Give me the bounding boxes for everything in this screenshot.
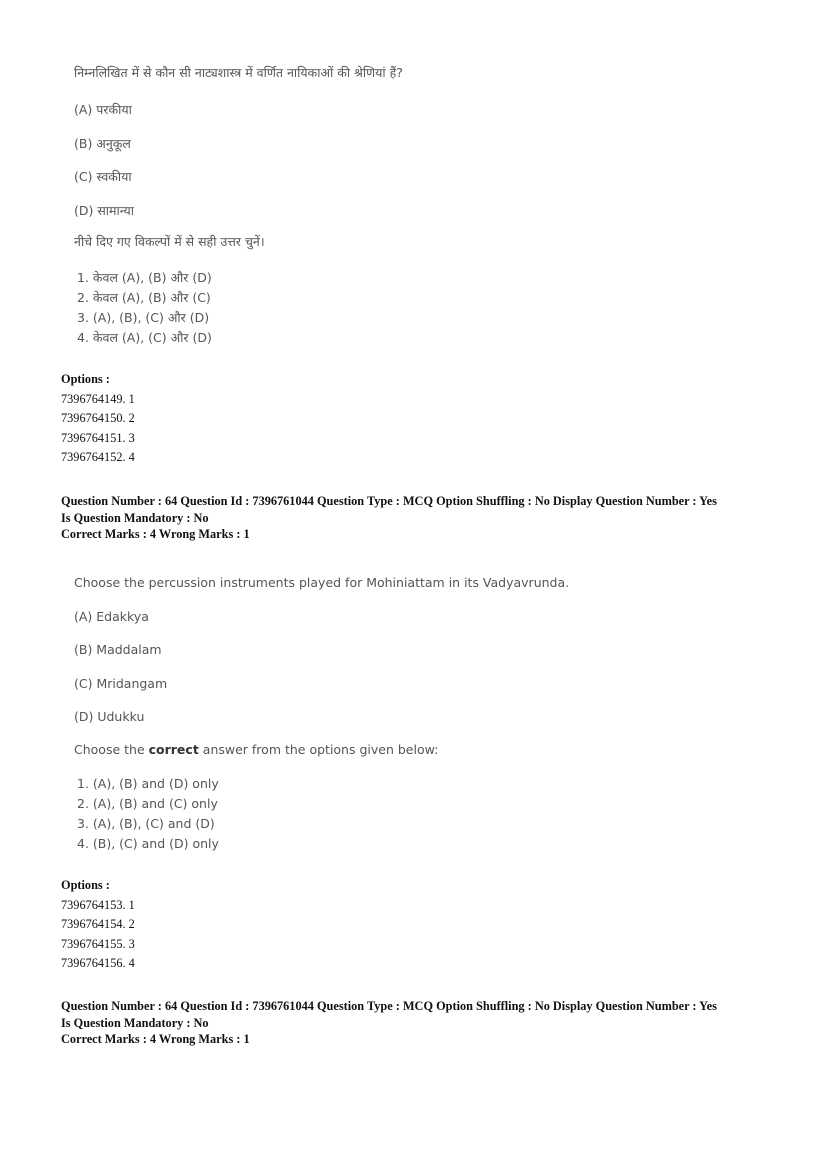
instruction-text: Choose the [74, 742, 149, 757]
option-item: 7396764152. 4 [61, 450, 135, 464]
question-1-stem: निम्नलिखित में से कौन सी नाट्यशास्त्र में वर्णित नायिकाओं की श्रेणियां हैं? [74, 65, 403, 80]
question-2-item-b: (B) Maddalam [74, 642, 162, 657]
instruction-text: answer from the options given below: [198, 742, 439, 757]
question-1-item-d: (D) सामान्या [74, 203, 134, 218]
option-item: 7396764150. 2 [61, 411, 135, 425]
question-meta-line: Is Question Mandatory : No [61, 1015, 209, 1030]
question-1-item-a: (A) परकीया [74, 102, 132, 117]
question-2-choice-3: 3. (A), (B), (C) and (D) [77, 816, 215, 831]
question-2-stem: Choose the percussion instruments played for Mohiniattam in its Vadyavrunda. [74, 575, 570, 590]
question-meta-line: Is Question Mandatory : No [61, 510, 209, 525]
question-1-choice-3: 3. (A), (B), (C) और (D) [77, 310, 210, 325]
instruction-emphasis: correct [148, 742, 199, 757]
question-2-instruction [74, 742, 438, 757]
option-item: 7396764155. 3 [61, 936, 135, 951]
options-block-1 [61, 370, 135, 468]
option-item: 7396764149. 1 [61, 391, 135, 406]
question-meta-line: Correct Marks : 4 Wrong Marks : 1 [61, 1032, 250, 1046]
question-1-item-c: (C) स्वकीया [74, 169, 132, 184]
question-meta-1 [61, 493, 775, 543]
options-block-2 [61, 876, 135, 974]
question-meta-line: Correct Marks : 4 Wrong Marks : 1 [61, 527, 250, 541]
question-2-item-c: (C) Mridangam [74, 676, 168, 691]
question-1-choice-1: 1. केवल (A), (B) और (D) [77, 270, 212, 285]
option-item: 7396764151. 3 [61, 430, 135, 445]
options-label: Options : [61, 372, 110, 386]
question-1-instruction: नीचे दिए गए विकल्पों में से सही उत्तर चुनें। [74, 234, 265, 249]
question-2-item-a: (A) Edakkya [74, 609, 149, 624]
question-meta-line: Question Number : 64 Question Id : 7396761044 Question Type : MCQ Option Shuffling : No Display Question Number : Yes [61, 494, 717, 508]
options-label: Options : [61, 878, 110, 892]
option-item: 7396764153. 1 [61, 897, 135, 912]
question-1-item-b: (B) अनुकूल [74, 136, 131, 151]
question-2-choice-2: 2. (A), (B) and (C) only [77, 796, 218, 811]
question-2-choice-1: 1. (A), (B) and (D) only [77, 776, 219, 791]
question-1-choice-4: 4. केवल (A), (C) और (D) [77, 330, 212, 345]
question-meta-line: Question Number : 64 Question Id : 7396761044 Question Type : MCQ Option Shuffling : No Display Question Number : Yes [61, 999, 717, 1013]
question-2-choice-4: 4. (B), (C) and (D) only [77, 836, 219, 851]
option-item: 7396764154. 2 [61, 917, 135, 931]
question-2-item-d: (D) Udukku [74, 709, 145, 724]
question-1-choice-2: 2. केवल (A), (B) और (C) [77, 290, 211, 305]
option-item: 7396764156. 4 [61, 956, 135, 970]
question-meta-2 [61, 998, 775, 1048]
